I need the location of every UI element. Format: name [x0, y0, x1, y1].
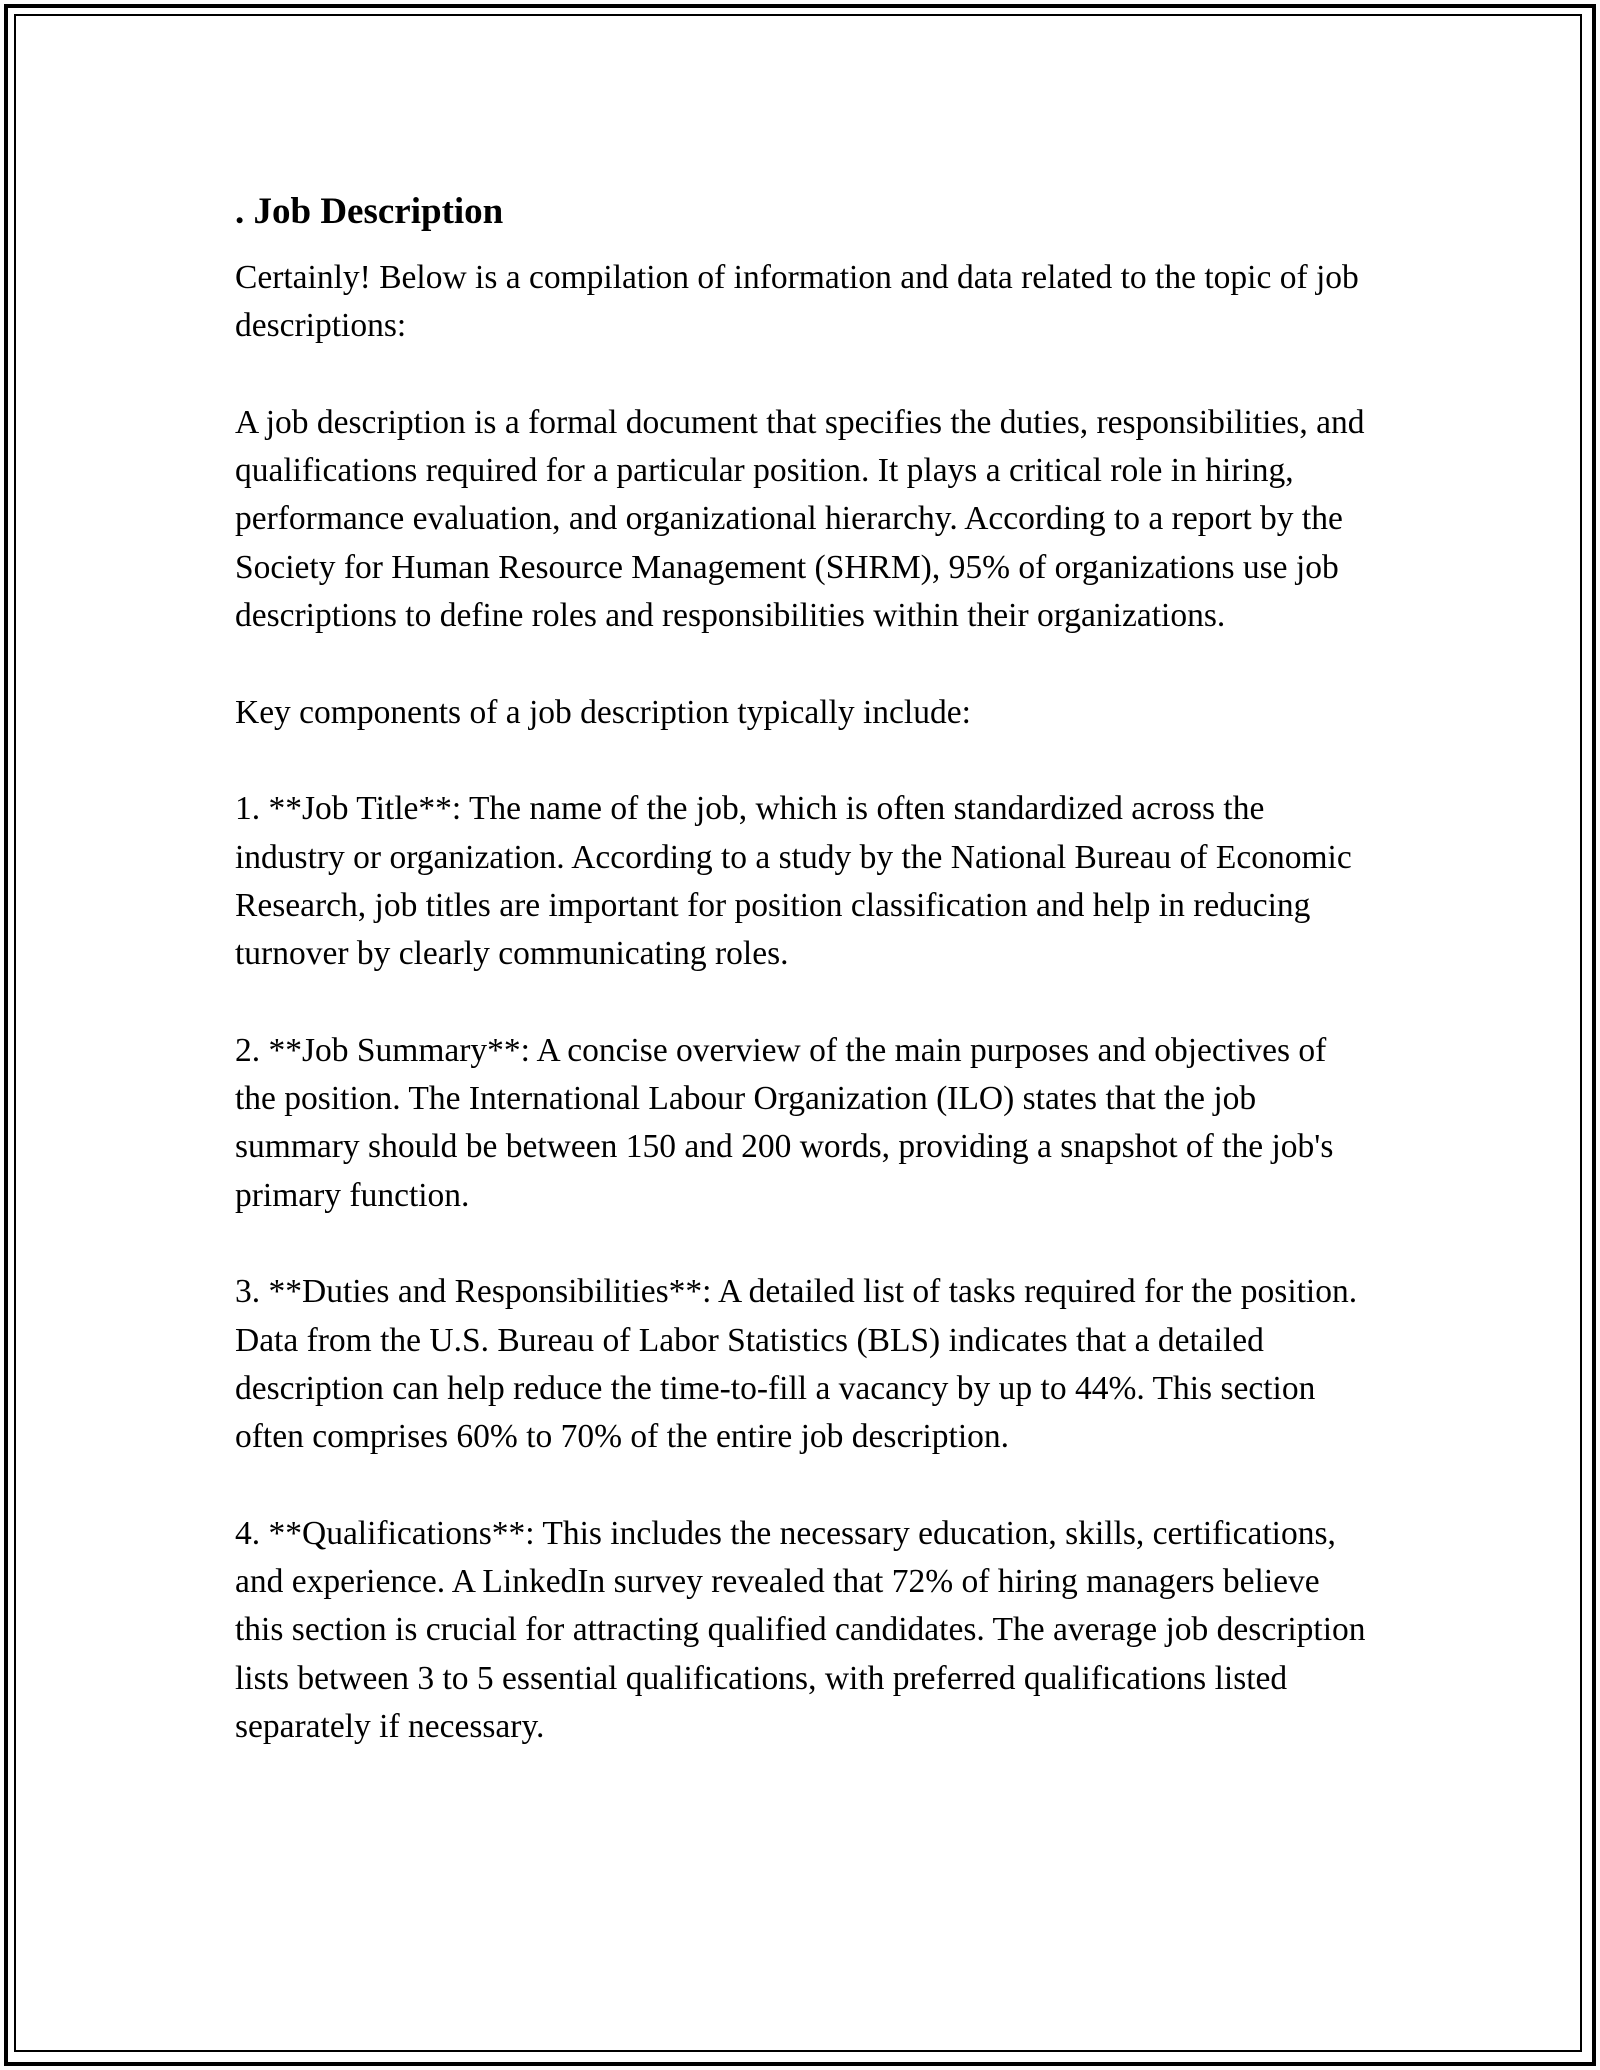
document-title: . Job Description: [235, 191, 504, 232]
list-item-qualifications: 4. **Qualifications**: This includes the necessary education, skills, certifications, and experience. A LinkedIn survey revealed that 72% of hiring managers believe this section is crucial for attracting qualified candidates. The average job description lists between 3 to 5 essential qualifications, with preferred qualifications listed separately if necessary.: [235, 1514, 1366, 1745]
list-item-duties: 3. **Duties and Responsibilities**: A detailed list of tasks required for the position. Data from the U.S. Bureau of Labor Statistics (BLS) indicates that a detailed description can help reduce the time-to-fill a vacancy by up to 44%. This section often comprises 60% to 70% of the entire job description.: [235, 1273, 1358, 1456]
definition-paragraph: A job description is a formal document that specifies the duties, responsibilities, and qualifications required for a particular position. It plays a critical role in hiring, performance evaluation, and organizational hierarchy. According to a report by the Society for Human Resource Management (SHRM), 95% of organizations use job descriptions to define roles and responsibilities within their organizations.: [235, 403, 1365, 635]
components-intro-paragraph: Key components of a job description typically include:: [235, 693, 971, 731]
document-body: [235, 184, 1375, 1751]
list-item-job-title: 1. **Job Title**: The name of the job, which is often standardized across the industry or organization. According to a study by the National Bureau of Economic Research, job titles are important for position classification and help in reducing turnover by clearly communicating roles.: [235, 790, 1352, 973]
list-item-job-summary: 2. **Job Summary**: A concise overview of the main purposes and objectives of the position. The International Labour Organization (ILO) states that the job summary should be between 150 and 200 words, providing a snapshot of the job's primary function.: [235, 1031, 1334, 1214]
intro-paragraph: Certainly! Below is a compilation of information and data related to the topic of job descriptions:: [235, 259, 1359, 345]
